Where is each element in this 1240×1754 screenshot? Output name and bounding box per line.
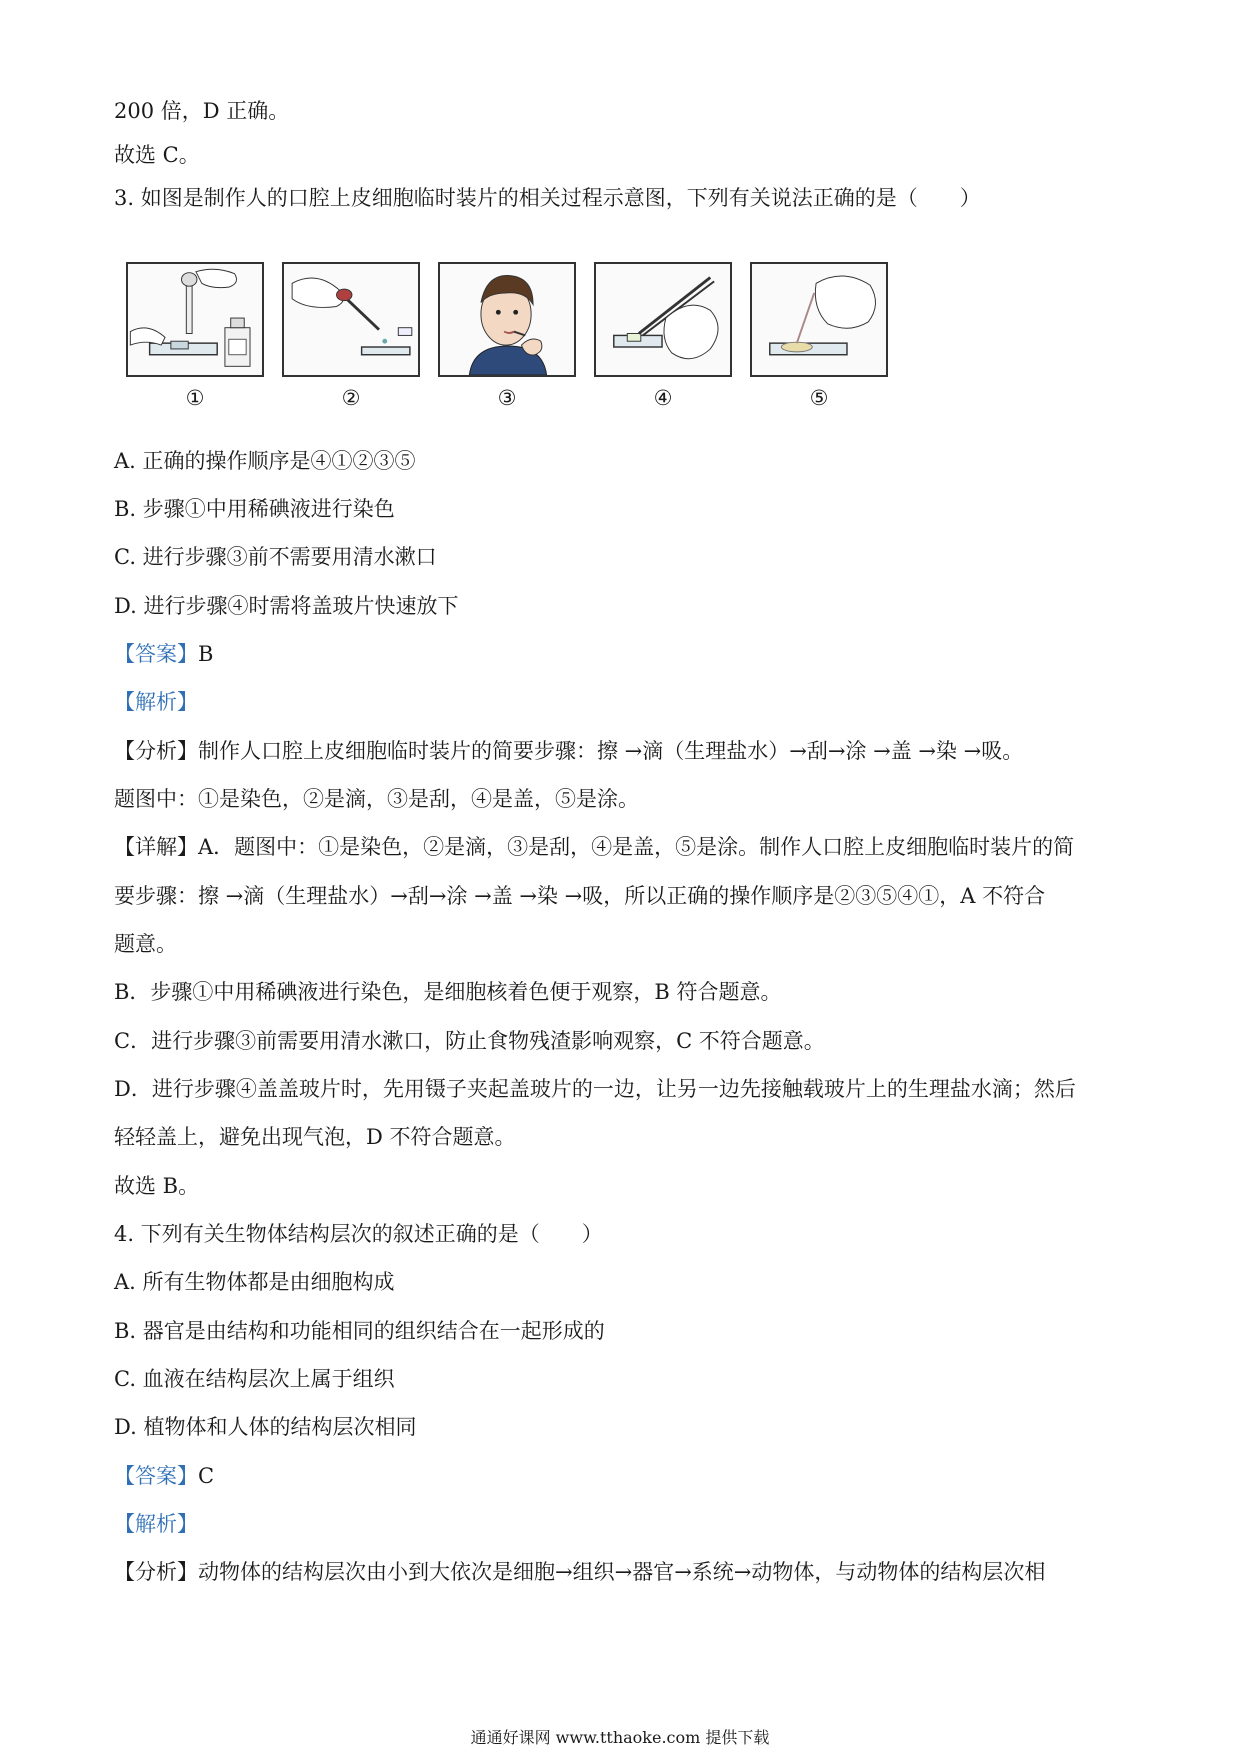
text-line: 【分析】制作人口腔上皮细胞临时装片的简要步骤：擦 →滴（生理盐水）→刮→涂 →盖 →染 →吸。 <box>114 739 1024 763</box>
procedure-figure <box>126 262 886 412</box>
text-line: 轻轻盖上，避免出现气泡，D 不符合题意。 <box>114 1125 516 1149</box>
question-4-stem: 4. 下列有关生物体结构层次的叙述正确的是（ ） <box>114 1222 603 1246</box>
text-line: D．进行步骤④盖盖玻片时，先用镊子夹起盖玻片的一边，让另一边先接触载玻片上的生理盐水滴；然后 <box>114 1077 1076 1101</box>
answer-tag: 【答案】 <box>114 642 198 666</box>
figure-panel-5 <box>750 262 888 377</box>
page-footer: 通通好课网 www.tthaoke.com 提供下载 <box>470 1728 770 1747</box>
answer-line: 【答案】B <box>114 642 214 666</box>
option-d: D. 进行步骤④时需将盖玻片快速放下 <box>114 594 459 618</box>
answer-line: 【答案】C <box>114 1464 215 1488</box>
toothpick-smear-illustration <box>752 264 886 375</box>
option-b: B. 器官是由结构和功能相同的组织结合在一起形成的 <box>114 1319 605 1343</box>
tweezers-coverslip-illustration <box>596 264 730 375</box>
analysis-tag: 【解析】 <box>114 1512 198 1536</box>
figure-panel-2 <box>282 262 420 377</box>
figure-label-3: ③ <box>497 386 517 410</box>
figure-label-1: ① <box>185 386 205 410</box>
figure-label-4: ④ <box>653 386 673 410</box>
text-line: 要步骤：擦 →滴（生理盐水）→刮→涂 →盖 →染 →吸，所以正确的操作顺序是②③⑤④①，A 不符合 <box>114 884 1046 908</box>
figure-panel-1 <box>126 262 264 377</box>
text-line: 题意。 <box>114 932 177 956</box>
figure-panel-4 <box>594 262 732 377</box>
text-line: 200 倍，D 正确。 <box>114 99 290 123</box>
option-c: C. 血液在结构层次上属于组织 <box>114 1367 395 1391</box>
figure-label-2: ② <box>341 386 361 410</box>
text-line: 故选 B。 <box>114 1174 200 1198</box>
figure-panel-3 <box>438 262 576 377</box>
analysis-heading <box>114 688 1130 716</box>
option-d: D. 植物体和人体的结构层次相同 <box>114 1415 417 1439</box>
text-line: B．步骤①中用稀碘液进行染色，是细胞核着色便于观察，B 符合题意。 <box>114 980 782 1004</box>
figure-label-5: ⑤ <box>809 386 829 410</box>
option-a: A. 所有生物体都是由细胞构成 <box>114 1270 395 1294</box>
boy-scraping-cheek-illustration <box>440 264 574 375</box>
text-line: 题图中：①是染色，②是滴，③是刮，④是盖，⑤是涂。 <box>114 787 639 811</box>
text-line: 【分析】动物体的结构层次由小到大依次是细胞→组织→器官→系统→动物体，与动物体的结构层次相 <box>114 1560 1046 1584</box>
text-line: 【详解】A．题图中：①是染色，②是滴，③是刮，④是盖，⑤是涂。制作人口腔上皮细胞临时装片的简 <box>114 835 1075 859</box>
text-line: 故选 C。 <box>114 143 200 167</box>
analysis-tag: 【解析】 <box>114 690 198 714</box>
option-a: A. 正确的操作顺序是④①②③⑤ <box>114 449 416 473</box>
analysis-heading <box>114 1510 1130 1538</box>
answer-tag: 【答案】 <box>114 1464 198 1488</box>
dropper-drip-illustration <box>284 264 418 375</box>
option-c: C. 进行步骤③前不需要用清水漱口 <box>114 545 437 569</box>
text-line: C．进行步骤③前需要用清水漱口，防止食物残渣影响观察，C 不符合题意。 <box>114 1029 825 1053</box>
question-3-stem: 3. 如图是制作人的口腔上皮细胞临时装片的相关过程示意图，下列有关说法正确的是（ ） <box>114 186 981 210</box>
dropper-slide-bottle-illustration <box>128 264 262 375</box>
option-b: B. 步骤①中用稀碘液进行染色 <box>114 497 395 521</box>
